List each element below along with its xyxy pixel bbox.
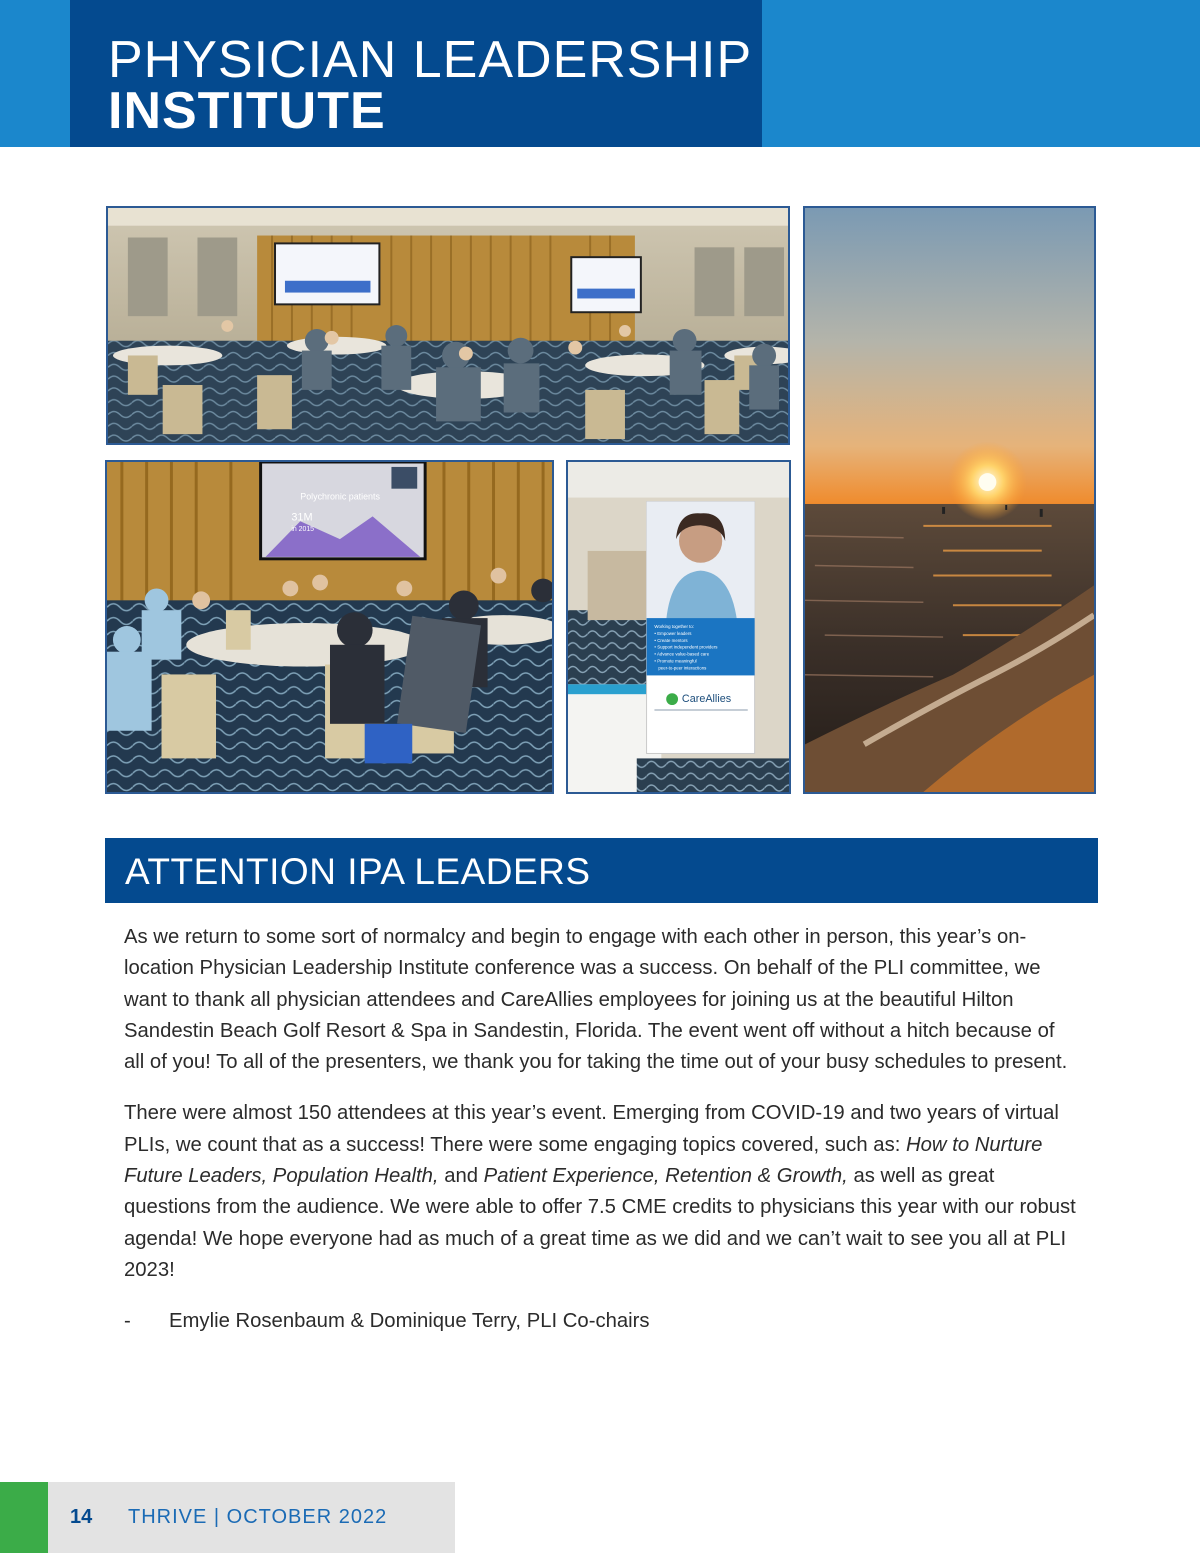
signature-names: Emylie Rosenbaum & Dominique Terry, PLI Co-chairs (169, 1310, 650, 1333)
photo-careallies-banner (566, 460, 791, 794)
banner-list-0: Working together to: (654, 623, 695, 629)
article-paragraph-2 (124, 1098, 1079, 1286)
page-title-line2: INSTITUTE (108, 82, 386, 140)
signature-dash: - (124, 1310, 131, 1333)
paragraph-2-intro: There were almost 150 attendees at this year’s event. Emerging from COVID-19 and two years of virtual PLIs, we count that as a success! There were some engaging topics covered, such as: (124, 1102, 1059, 1156)
photo-ballroom-conference (106, 206, 790, 445)
footer-accent-bar (0, 1482, 48, 1553)
topic-leaders-health: How to Nurture Future Leaders, Population Health, (124, 1133, 1043, 1188)
banner-list-3: • Support independent providers (654, 644, 718, 650)
section-title: ATTENTION IPA LEADERS (125, 851, 591, 892)
article-body (124, 922, 1079, 1338)
slide-title: Polychronic patients (300, 491, 380, 502)
banner-list-4: • Advance value-based care (654, 651, 710, 657)
section-heading-bar (105, 838, 1098, 903)
banner-brand: CareAllies (681, 693, 732, 706)
photo-presentation-session (105, 460, 554, 794)
banner-list-6: peer-to-peer interactions (658, 665, 707, 671)
slide-subtext: in 2015 (291, 526, 315, 534)
photo-beach-sunset (803, 206, 1096, 794)
paragraph-2-and: and (438, 1165, 484, 1188)
banner-illustration (568, 462, 789, 792)
slide-value: 31M (291, 511, 313, 524)
ballroom-illustration (108, 208, 788, 443)
careallies-logo-icon (666, 693, 678, 705)
banner-list-1: • Empower leaders (654, 630, 692, 636)
banner-list-2: • Create mentors (654, 637, 688, 643)
signature-line (124, 1306, 1079, 1337)
presentation-illustration (107, 462, 552, 792)
topic-patient-experience: Patient Experience, Retention & Growth, (483, 1165, 848, 1188)
footer (48, 1482, 455, 1553)
banner-list-5: • Promote meaningful (654, 658, 697, 664)
page-title-block (70, 0, 762, 147)
sunset-illustration (805, 208, 1094, 792)
paragraph-2-outro: as well as great questions from the audience. We were able to offer 7.5 CME credits to physicians this year with our robust agenda! We hope everyone had as much of a great time as we did and we can’t wait to see you all at PLI 2023! (124, 1165, 1076, 1281)
page-number: 14 (70, 1506, 93, 1528)
page-title-line1: PHYSICIAN LEADERSHIP (108, 31, 753, 89)
publication-issue: THRIVE | OCTOBER 2022 (128, 1506, 388, 1528)
article-paragraph-1: As we return to some sort of normalcy and begin to engage with each other in person, this year’s on-location Physician Leadership Institute conference was a success. On behalf of the PLI committee, we want to thank all physician attendees and CareAllies employees for joining us at the beautiful Hilton Sandestin Beach Golf Resort & Spa in Sandestin, Florida. The event went off without a hitch because of all of you! To all of the presenters, we thank you for taking the time out of your busy schedules to present. (124, 926, 1068, 1074)
